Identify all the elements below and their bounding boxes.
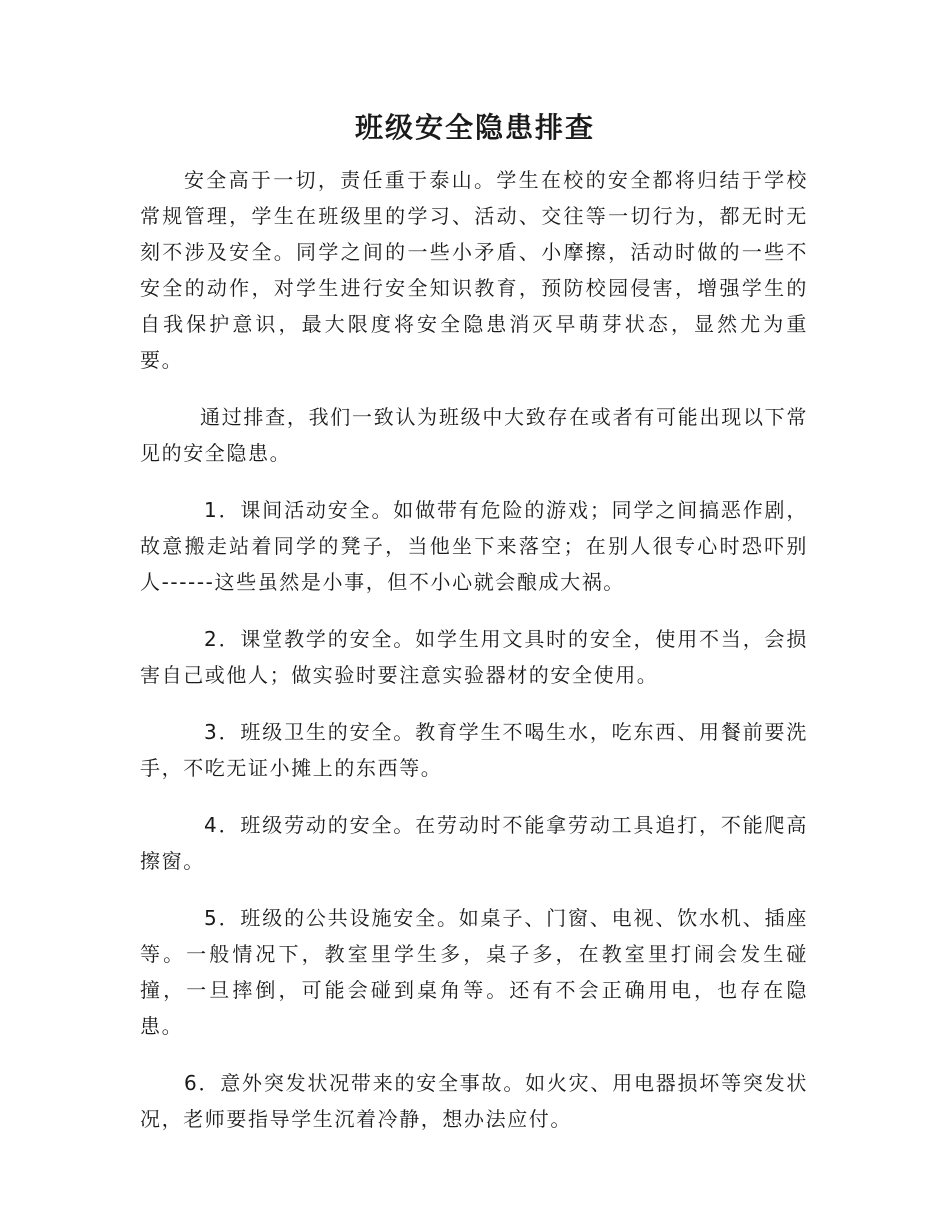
paragraph-intro: 安全高于一切，责任重于泰山。学生在校的安全都将归结于学校常规管理，学生在班级里的学习、活动、交往等一切行为，都无时无刻不涉及安全。同学之间的一些小矛盾、小摩擦，活动时做的一些不安全的动作，对学生进行安全知识教育，预防校园侵害，增强学生的自我保护意识，最大限度将安全隐患消灭早萌芽状态，显然尤为重要。 — [140, 168, 808, 372]
paragraph-item-4: 4．班级劳动的安全。在劳动时不能拿劳动工具追打，不能爬高擦窗。 — [140, 813, 808, 873]
paragraph-item-1: 1．课间活动安全。如做带有危险的游戏；同学之间搞恶作剧，故意搬走站着同学的凳子，当他坐下来落空；在别人很专心时恐吓别人------这些虽然是小事，但不小心就会酿成大祸。 — [140, 498, 808, 594]
paragraph-item-5: 5．班级的公共设施安全。如桌子、门窗、电视、饮水机、插座等。一般情况下，教室里学生多，桌子多，在教室里打闹会发生碰撞，一旦摔倒，可能会碰到桌角等。还有不会正确用电，也存在隐患。 — [140, 906, 808, 1038]
paragraph-item-2: 2．课堂教学的安全。如学生用文具时的安全，使用不当，会损害自己或他人；做实验时要注意实验器材的安全使用。 — [140, 627, 808, 687]
paragraph-item-3: 3．班级卫生的安全。教育学生不喝生水，吃东西、用餐前要洗手，不吃无证小摊上的东西等。 — [140, 720, 808, 780]
paragraph-item-6: 6．意外突发状况带来的安全事故。如火灾、用电器损坏等突发状况，老师要指导学生沉着冷静，想办法应付。 — [140, 1071, 808, 1131]
document-title: 班级安全隐患排查 — [354, 111, 595, 144]
paragraph-summary: 通过排查，我们一致认为班级中大致存在或者有可能出现以下常见的安全隐患。 — [140, 405, 808, 465]
document-body — [140, 162, 808, 1158]
